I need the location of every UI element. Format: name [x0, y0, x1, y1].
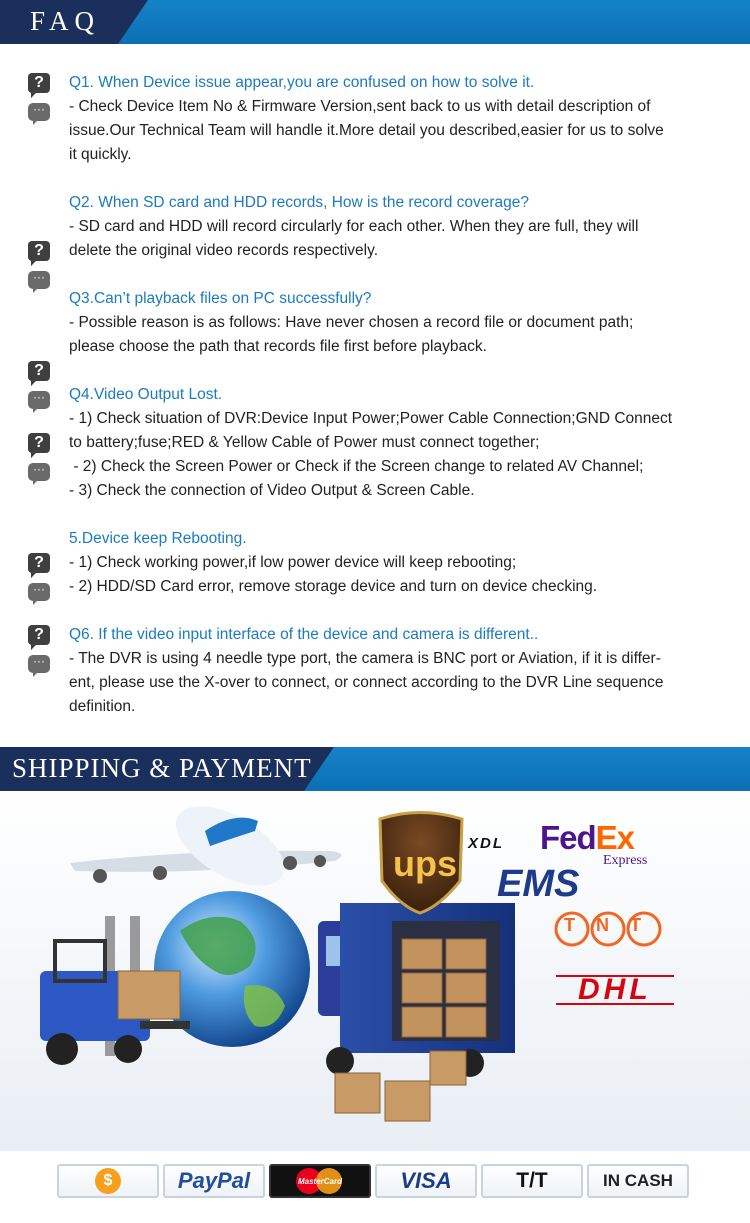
faq-answer: - The DVR is using 4 needle type port, the camera is BNC port or Aviation, if it is differ- ent, please use the X-over to connect, or connect according to the DVR Line sequence definition. — [69, 650, 664, 715]
question-icon: ? ··· — [28, 73, 50, 121]
question-icon: ? ··· — [28, 241, 50, 289]
logistics-scene — [0, 791, 750, 1151]
faq-title: FAQ — [30, 6, 101, 36]
payment-mastercard — [269, 1164, 371, 1198]
faq-answer: - 1) Check working power,if low power device will keep rebooting; - 2) HDD/SD Card error, remove storage device and turn on device checking. — [69, 554, 598, 595]
truck-icon — [318, 903, 515, 1077]
faq-question: 5.Device keep Rebooting. — [69, 530, 247, 547]
fedex-ex-text: Ex — [595, 819, 635, 856]
tnt-logo-text-row — [556, 915, 662, 936]
faq-item — [69, 623, 699, 719]
payment-paypal: PayPal — [163, 1164, 265, 1198]
payment-tt: T/T — [481, 1164, 583, 1198]
faq-item — [69, 71, 699, 167]
shipping-title: SHIPPING & PAYMENT — [12, 753, 312, 783]
tnt-logo-text: TNT — [564, 915, 662, 935]
question-icon: ? ··· — [28, 433, 50, 481]
faq-question: Q3.Can’t playback files on PC successfully? — [69, 290, 372, 307]
faq-answer: - 1) Check situation of DVR:Device Input Power;Power Cable Connection;GND Connect to battery;fuse;RED & Yellow Cable of Power must connect together; - 2) Check the Screen Power or Check if the Screen change to related AV Channel; - 3) Check the connection of Video Output & Screen Cable. — [69, 410, 673, 499]
fedex-logo — [540, 819, 634, 857]
faq-item — [69, 383, 699, 503]
faq-answer: - SD card and HDD will record circularly for each other. When they are full, they will delete the original video records respectively. — [69, 218, 639, 259]
fedex-fed-text: Fed — [540, 819, 596, 856]
faq-question: Q6. If the video input interface of the device and camera is different.. — [69, 626, 539, 643]
faq-question: Q4.Video Output Lost. — [69, 386, 223, 403]
faq-item — [69, 527, 699, 599]
payment-methods — [57, 1164, 689, 1198]
question-icon: ? ··· — [28, 361, 50, 409]
mastercard-text: MasterCard — [297, 1176, 342, 1186]
faq-question: Q2. When SD card and HDD records, How is the record coverage? — [69, 194, 530, 211]
dhl-logo-text: DHL — [556, 975, 674, 1005]
payment-alipay — [57, 1164, 159, 1198]
payment-cash: IN CASH — [587, 1164, 689, 1198]
ups-logo-text: ups — [393, 843, 458, 884]
faq-answer: - Check Device Item No & Firmware Version,sent back to us with detail description of issue.Our Technical Team will handle it.More detail you described,easier for us to solve it quickly. — [69, 98, 664, 163]
xdl-logo-text: XDL — [468, 835, 504, 852]
shipping-header-bar — [0, 747, 750, 791]
faq-item — [69, 287, 699, 359]
shipping-illustration — [0, 791, 750, 1151]
mastercard-icon — [292, 1168, 348, 1194]
question-icon: ? ··· — [28, 625, 50, 673]
payment-visa: VISA — [375, 1164, 477, 1198]
question-icon: ? ··· — [28, 553, 50, 601]
faq-header-bar — [0, 0, 750, 44]
faq-item — [69, 191, 699, 263]
dollar-coin-icon: $ — [95, 1168, 121, 1194]
faq-answer: - Possible reason is as follows: Have never chosen a record file or document path; please choose the path that records file first before playback. — [69, 314, 634, 355]
faq-question: Q1. When Device issue appear,you are confused on how to solve it. — [69, 74, 535, 91]
ems-logo-text: EMS — [497, 863, 580, 905]
fedex-express-text: Express — [603, 853, 648, 868]
